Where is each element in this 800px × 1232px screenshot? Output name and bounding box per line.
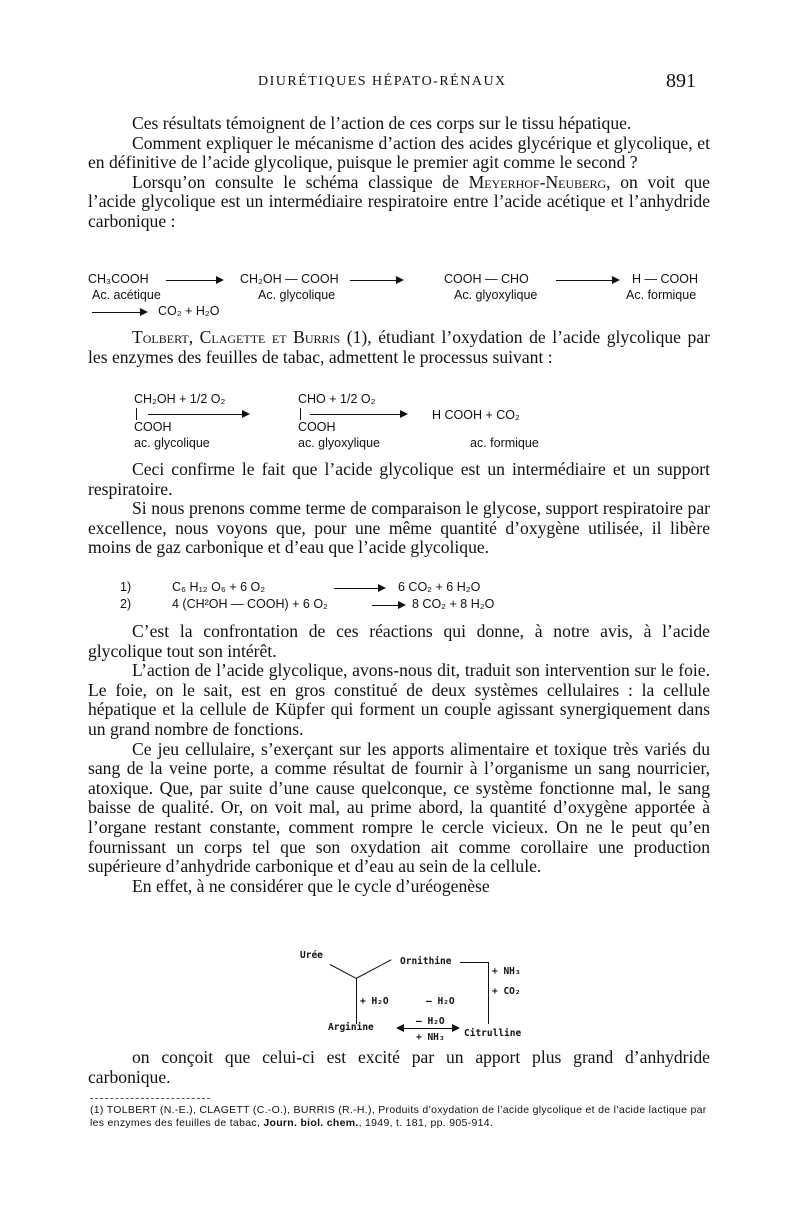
label-glycolic: ac. glycolique [134,436,210,450]
scheme-meyerhof [88,272,710,330]
text-block-5 [88,1048,710,1087]
label-formic: ac. formique [470,436,539,450]
formula-glycolic: CH₂OH — COOH [240,272,339,286]
urea-cycle-diagram [290,944,570,1044]
footnote-rule [90,1098,210,1099]
formula-glyoxylic: COOH — CHO [444,272,529,286]
footnote-text: (1) TOLBERT (N.-E.), CLAGETT (C.-O.), BURRIS (R.-H.), Produits d’oxydation de l’acide glycolique et de l’acide lactique par les enzymes des feuilles de tabac, [90,1104,707,1129]
cycle-arrow-bottom [398,1028,458,1029]
paragraph-10: En effet, à ne considérer que le cycle d’uréogenèse [132,875,490,896]
label-nh3-bottom: + NH₃ [416,1032,445,1043]
reaction-arrow [372,605,404,606]
label-h2o-bottom: — H₂O [416,1016,445,1027]
text-block-1 [88,114,710,232]
paragraph-2: Comment expliquer le mécanisme d’action des acides glycérique et glycolique, et en définitive de l’acide glycolique, puisque le premier agit comme le second ? [88,132,710,173]
paragraph-9: Ce jeu cellulaire, s’exerçant sur les apports alimentaire et toxique très variés du sang de la veine porte, a comme résultat de fournir à l’organisme un sang nourricier, atoxique. Que, par suite d’une cause quelconque, ce système fonctionne mal, le sang baisse de qualité. Or, on voit mal, au prime abord, la quantité d’oxygène apportée à l’organe restant constante, comment rompre le cercle vicieux. On ne le peut qu’en fournissant un corps tel que son oxydation ait comme corollaire une production supérieure d’anhydride carbonique et d’eau au sein de la cellule. [88,738,710,877]
scheme-tolbert [134,392,594,456]
page-number: 891 [666,70,696,92]
cycle-line-right [488,962,489,1024]
running-head [0,70,800,98]
label-glyoxylic: Ac. glyoxylique [454,288,538,302]
footnote [90,1104,710,1129]
label-citrulline: Citrulline [464,1028,522,1039]
reaction-2-reactants: 4 (CH²OH — COOH) + 6 O₂ [172,597,328,611]
reaction-arrow [334,588,384,589]
label-h2o-mid: — H₂O [426,996,455,1007]
label-uree: Urée [300,950,323,961]
reaction-arrow [166,280,222,281]
reaction-1-reactants: C₆ H₁₂ O₆ + 6 O₂ [172,580,266,594]
reaction-2-number: 2) [120,597,132,611]
formula-acetic: CH₃COOH [88,272,149,286]
branch-line [330,964,357,979]
label-nh3-in: + NH₃ [492,966,521,977]
reaction-2-products: 8 CO₂ + 8 H₂O [412,597,495,611]
reaction-1-number: 1) [120,580,132,594]
paragraph-4: Tolbert, Clagette et Burris (1), étudiant l’oxydation de l’acide glycolique par les enzymes des feuilles de tabac, admettent le processus suivant : [88,327,710,367]
reaction-arrow [92,312,146,313]
label-h2o-left: + H₂O [360,996,389,1007]
label-glyoxylic: ac. glyoxylique [298,436,380,450]
paragraph-11: on conçoit que celui-ci est excité par un apport plus grand d’anhydride carbonique. [88,1047,710,1087]
cycle-line-left [356,978,357,1024]
branch-line [356,959,392,979]
reactions-block [120,580,640,616]
paragraph-8: L’action de l’acide glycolique, avons-nous dit, traduit son intervention sur le foie. Le foie, on le sait, est en gros constitué de deux systèmes cellulaires : la cellule hépatique et la cellule de Küpfer qui forment un couple agissant synergiquement dans un grand nombre de fonctions. [88,660,710,739]
formula-formic: H — COOH [632,272,698,286]
reaction-arrow [350,280,402,281]
reaction-arrow [556,280,618,281]
bond-line [300,408,301,420]
formula-glyoxylic-bottom: COOH [298,420,336,434]
label-glycolic: Ac. glycolique [258,288,336,302]
running-title: DIURÉTIQUES HÉPATO-RÉNAUX [258,74,507,89]
formula-final: CO₂ + H₂O [158,304,220,318]
paragraph-1: Ces résultats témoignent de l’action de ces corps sur le tissu hépatique. [132,113,632,133]
label-arginine: Arginine [328,1022,374,1033]
text-block-2 [88,328,710,367]
text-block-4 [88,622,710,896]
footnote-citation: , 1949, t. 181, pp. 905-914. [358,1116,494,1129]
formula-formic-product: H COOH + CO₂ [432,408,520,422]
paragraph-7: C’est la confrontation de ces réactions qui donne, à notre avis, à l’acide glycolique tout son intérêt. [88,621,710,661]
paragraph-5: Ceci confirme le fait que l’acide glycolique est un intermédiaire et un support respiratoire. [88,459,710,499]
formula-glycolic-bottom: COOH [134,420,172,434]
text-block-3 [88,460,710,558]
label-ornithine: Ornithine [400,956,452,967]
label-formic: Ac. formique [626,288,697,302]
label-co2-in: + CO₂ [492,986,521,997]
label-acetic: Ac. acétique [92,288,161,302]
formula-glycolic-top: CH₂OH + 1/2 O₂ [134,392,226,406]
paragraph-6: Si nous prenons comme terme de comparaison le glycose, support respiratoire par excellence, nous voyons que, pour une même quantité d’oxygène utilisée, il libère moins de gaz carbonique et d’eau que l’acide glycolique. [88,498,710,558]
paragraph-3: Lorsqu’on consulte le schéma classique de Meyerhof-Neuberg, on voit que l’acide glycolique est un intermédiaire respiratoire entre l’acide acétique et l’anhydride carbonique : [88,171,710,231]
reaction-1-products: 6 CO₂ + 6 H₂O [398,580,481,594]
author-name: Meyerhof-Neuberg [468,171,607,192]
reaction-arrow [148,414,248,415]
author-names: Tolbert, Clagette et Burris [132,327,341,347]
cycle-line-top [460,962,488,963]
reaction-arrow [310,414,406,415]
bond-line [136,408,137,420]
formula-glyoxylic-top: CHO + 1/2 O₂ [298,392,376,406]
footnote-journal: Journ. biol. chem. [263,1116,359,1129]
